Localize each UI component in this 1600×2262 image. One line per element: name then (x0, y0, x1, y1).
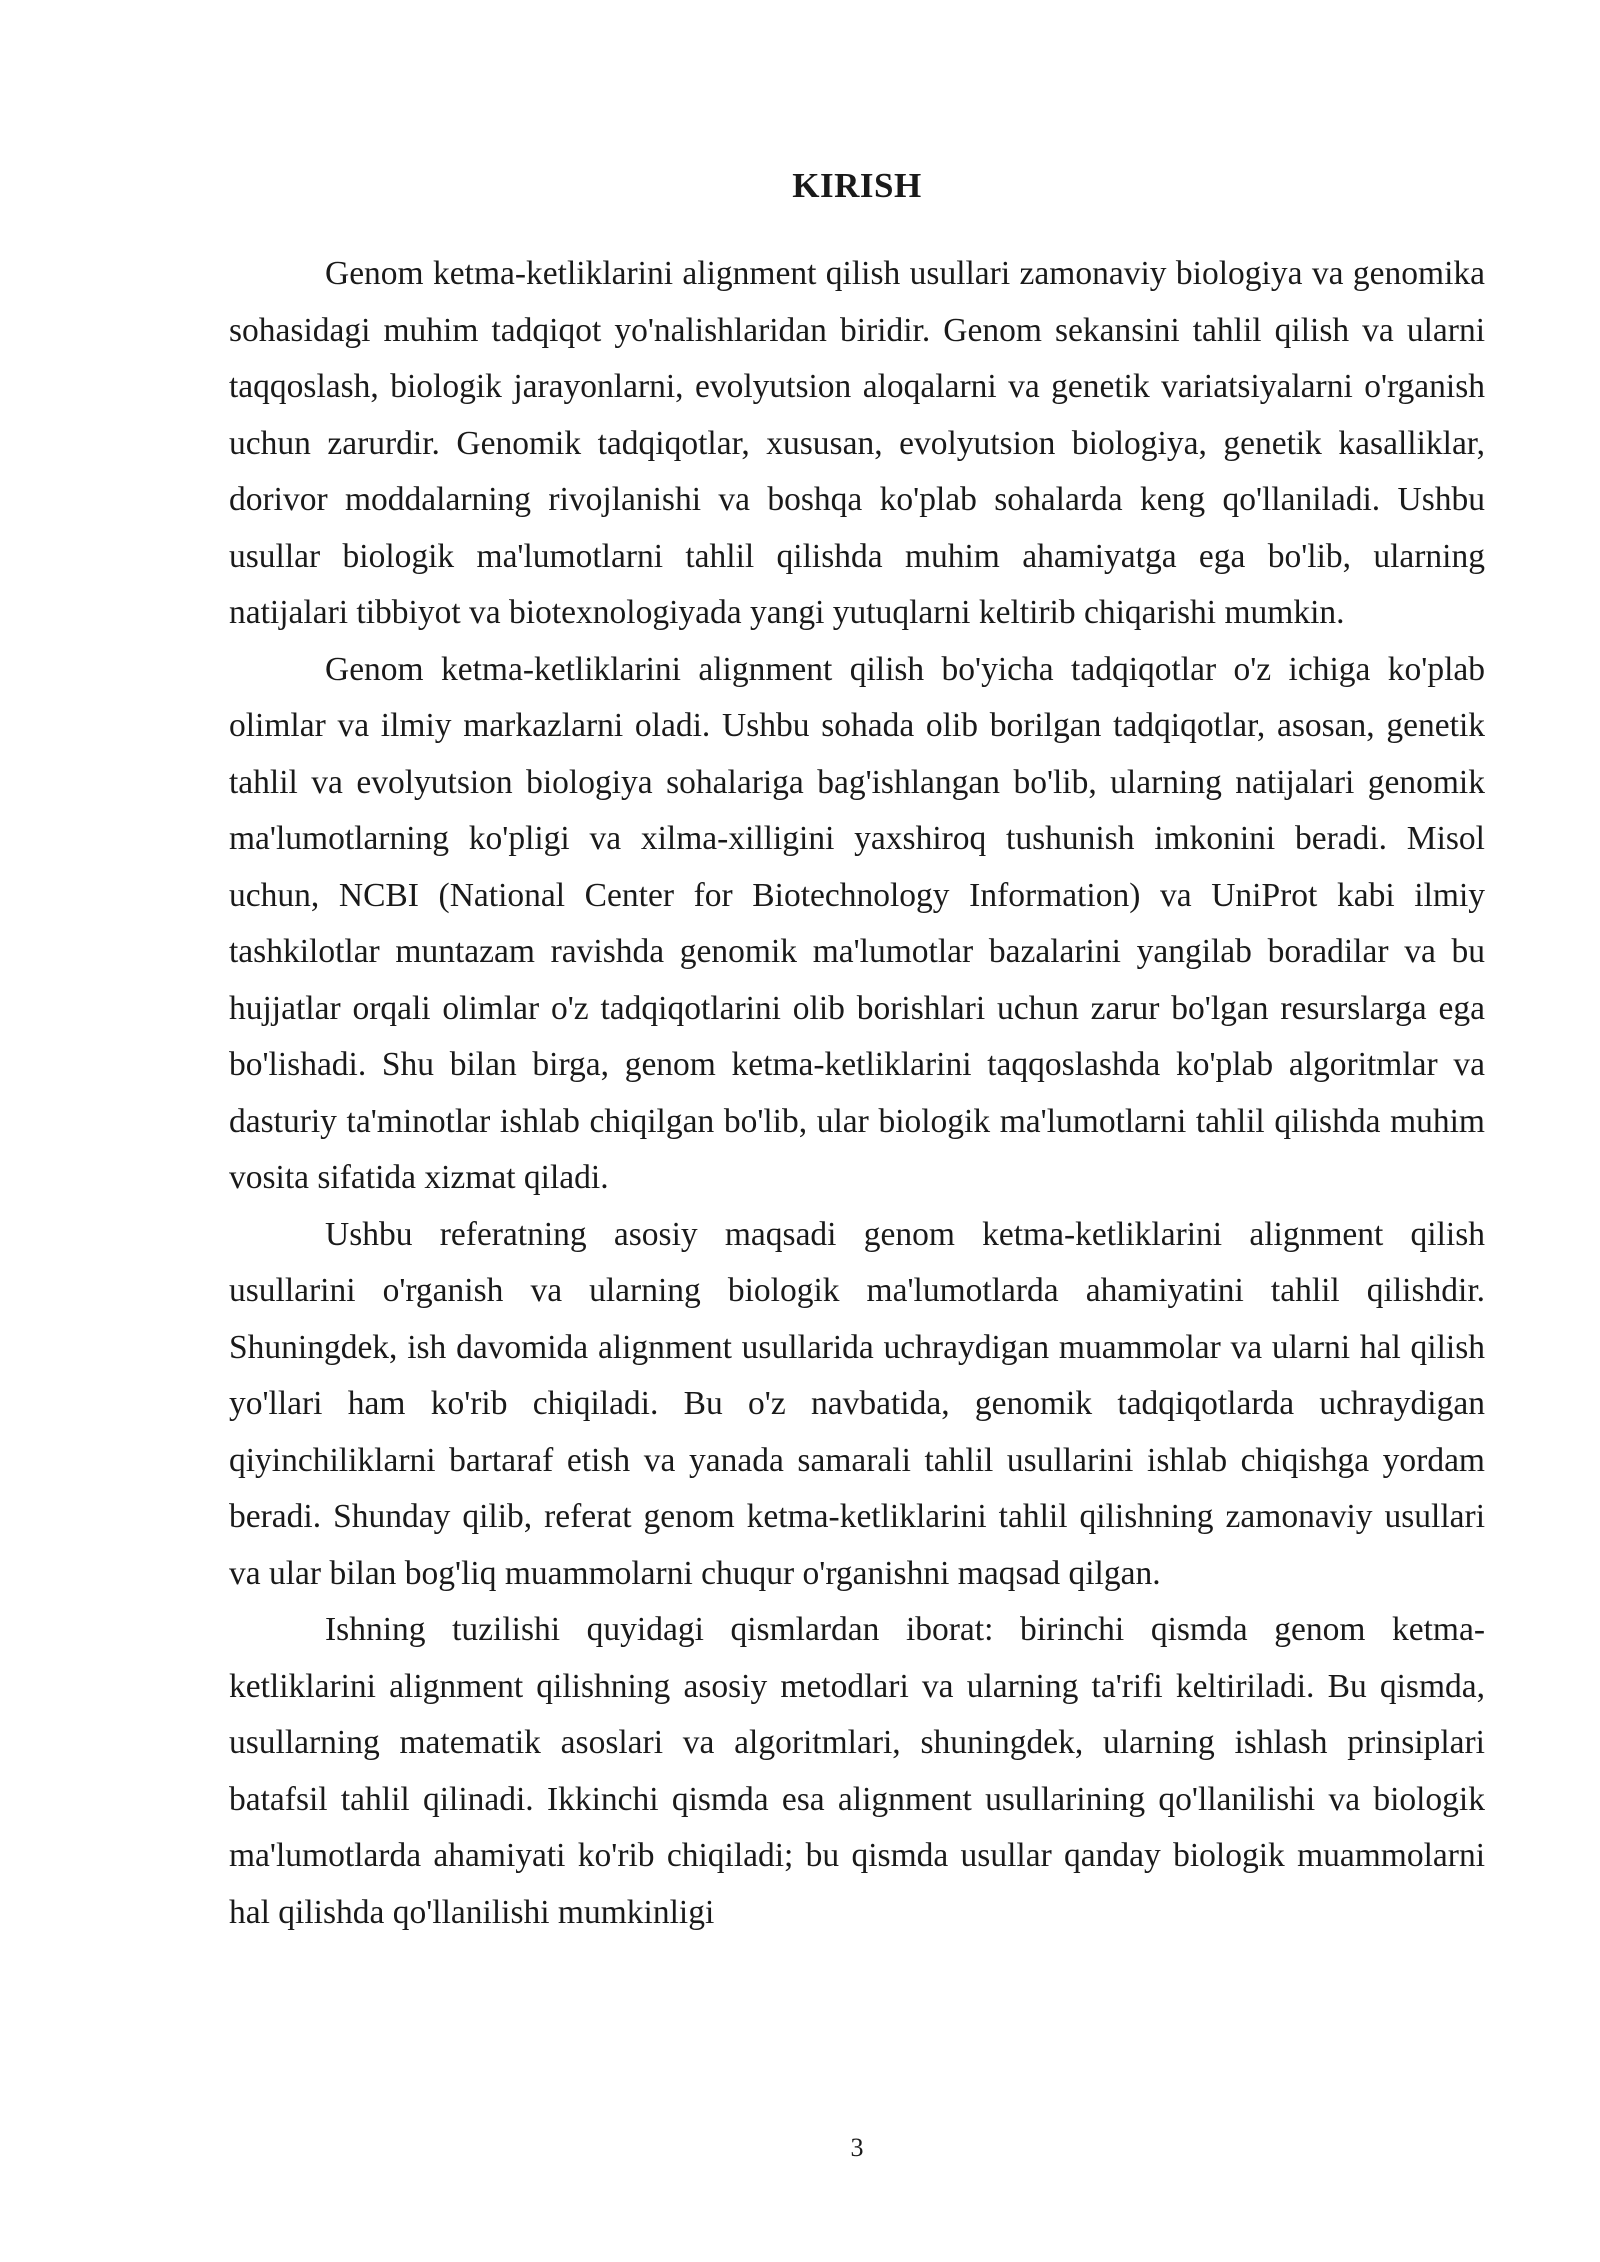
paragraph: Genom ketma-ketliklarini alignment qilish usullari zamonaviy biologiya va genomika sohasidagi muhim tadqiqot yo'nalishlaridan biridir. Genom sekansini tahlil qilish va ularni taqqoslash, biologik jarayonlarni, evolyutsion aloqalarni va genetik variatsiyalarni o'rganish uchun zarurdir. Genomik tadqiqotlar, xususan, evolyutsion biologiya, genetik kasalliklar, dorivor moddalarning rivojlanishi va boshqa ko'plab sohalarda keng qo'llaniladi. Ushbu usullar biologik ma'lumotlarni tahlil qilishda muhim ahamiyatga ega bo'lib, ularning natijalari tibbiyot va biotexnologiyada yangi yutuqlarni keltirib chiqarishi mumkin. (229, 255, 1485, 631)
paragraph: Ishning tuzilishi quyidagi qismlardan iborat: birinchi qismda genom ketma-ketliklarini alignment qilishning asosiy metodlari va ularning ta'rifi keltiriladi. Bu qismda, usullarning matematik asoslari va algoritmlari, shuningdek, ularning ishlash prinsiplari batafsil tahlil qilinadi. Ikkinchi qismda esa alignment usullarining qo'llanilishi va biologik ma'lumotlarda ahamiyati ko'rib chiqiladi; bu qismda usullar qanday biologik muammolarni hal qilishda qo'llanilishi mumkinligi (229, 1611, 1485, 1931)
paragraph: Genom ketma-ketliklarini alignment qilish bo'yicha tadqiqotlar o'z ichiga ko'plab olimlar va ilmiy markazlarni oladi. Ushbu sohada olib borilgan tadqiqotlar, asosan, genetik tahlil va evolyutsion biologiya sohalariga bag'ishlangan bo'lib, ularning natijalari genomik ma'lumotlarning ko'pligi va xilma-xilligini yaxshiroq tushunish imkonini beradi. Misol uchun, NCBI (National Center for Biotechnology Information) va UniProt kabi ilmiy tashkilotlar muntazam ravishda genomik ma'lumotlar bazalarini yangilab boradilar va bu hujjatlar orqali olimlar o'z tadqiqotlarini olib borishlari uchun zarur bo'lgan resurslarga ega bo'lishadi. Shu bilan birga, genom ketma-ketliklarini taqqoslashda ko'plab algoritmlar va dasturiy ta'minotlar ishlab chiqilgan bo'lib, ular biologik ma'lumotlarni tahlil qilishda muhim vosita sifatida xizmat qiladi. (229, 650, 1485, 1196)
page-number: 3 (850, 2133, 864, 2162)
paragraph: Ushbu referatning asosiy maqsadi genom ketma-ketliklarini alignment qilish usullarini o'rganish va ularning biologik ma'lumotlarda ahamiyatini tahlil qilishdir. Shuningdek, ish davomida alignment usullarida uchraydigan muammolar va ularni hal qilish yo'llari ham ko'rib chiqiladi. Bu o'z navbatida, genomik tadqiqotlarda uchraydigan qiyinchiliklarni bartaraf etish va yanada samarali tahlil usullarini ishlab chiqishga yordam beradi. Shunday qilib, referat genom ketma-ketliklarini tahlil qilishning zamonaviy usullari va ular bilan bog'liq muammolarni chuqur o'rganishni maqsad qilgan. (229, 1215, 1485, 1592)
body-text (229, 246, 1485, 1941)
section-heading: KIRISH (792, 166, 922, 205)
